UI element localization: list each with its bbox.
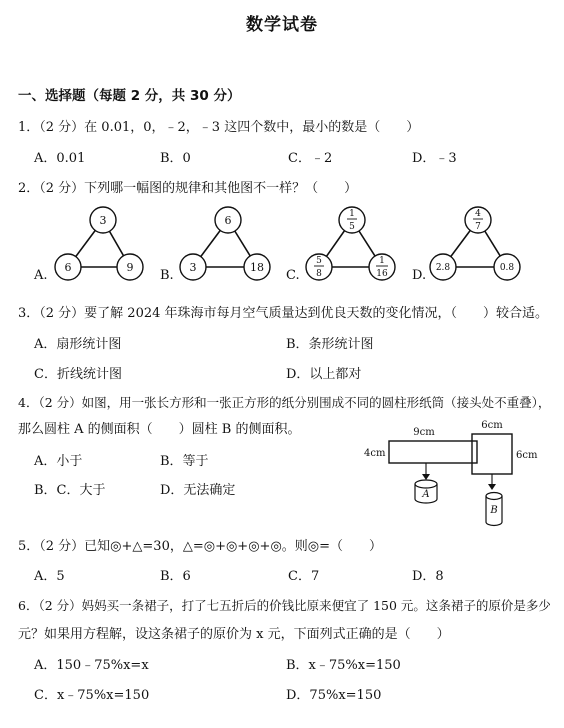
q4-option-a: A．小于 (34, 454, 83, 469)
q6-option-b: B．x﹣75%x=150 (286, 658, 401, 673)
fig-d-top-num: 4 (475, 209, 481, 219)
q4-option-b: B．等于 (160, 454, 209, 469)
q3-option-a: A．扇形统计图 (34, 337, 122, 352)
fig-a-top: 3 (99, 214, 107, 227)
q2-label-c: C. (286, 268, 300, 283)
q5-option-a: A．5 (34, 569, 65, 584)
question-6-stem-line2: 元？如果用方程解，设这条裙子的原价为 x 元，下面列式正确的是（ ） (18, 627, 450, 642)
q3-option-d: D．以上都对 (286, 367, 362, 382)
q5-option-b: B．6 (160, 569, 191, 584)
fig-c-top-den: 5 (349, 222, 355, 232)
square-side-label: 6cm (516, 450, 538, 461)
q2-label-d: D. (412, 268, 427, 283)
cyl-b-label: B (490, 505, 498, 516)
fig-b-right: 18 (250, 261, 264, 274)
section-heading: 一、选择题（每题 2 分，共 30 分） (18, 88, 241, 104)
fig-c-top-num: 1 (349, 209, 355, 219)
fig-b-top: 6 (224, 214, 232, 227)
q2-label-a: A. (34, 268, 48, 283)
fig-c-left-den: 8 (316, 269, 322, 279)
q6-option-d: D．75%x=150 (286, 688, 382, 703)
fig-d-left: 2.8 (435, 263, 451, 273)
fig-a-right: 9 (126, 261, 134, 274)
question-1-stem: 1．（2 分）在 0.01，0，﹣2，﹣3 这四个数中，最小的数是（ ） (18, 120, 420, 135)
question-5-stem: 5．（2 分）已知◎+△=30，△=◎+◎+◎+◎。则◎=（ ） (18, 539, 383, 554)
q3-option-b: B．条形统计图 (286, 337, 374, 352)
q5-option-c: C．7 (288, 569, 320, 584)
q3-option-c: C．折线统计图 (34, 367, 122, 382)
q4-option-d: D．无法确定 (160, 483, 236, 498)
q4-figure (364, 420, 538, 526)
q1-option-d: D．﹣3 (412, 151, 457, 166)
page-title: 数学试卷 (246, 15, 318, 35)
fig-d-right: 0.8 (499, 263, 515, 273)
cyl-a-label: A (422, 489, 430, 500)
square-top-label: 6cm (481, 420, 503, 431)
q2-label-b: B. (160, 268, 174, 283)
question-6-stem-line1: 6．（2 分）妈妈买一条裙子，打了七五折后的价钱比原来便宜了 150 元。这条裙子的原价是多少 (18, 598, 551, 613)
fig-c-right-den: 16 (376, 269, 388, 279)
q6-option-a: A．150﹣75%x=x (34, 658, 149, 673)
question-3-stem: 3．（2 分）要了解 2024 年珠海市每月空气质量达到优良天数的变化情况，（ ）较合适。 (18, 306, 549, 321)
fig-d-top-den: 7 (475, 222, 481, 232)
q6-option-c: C．x﹣75%x=150 (34, 688, 150, 703)
question-4-stem-line2: 那么圆柱 A 的侧面积（ ）圆柱 B 的侧面积。 (18, 422, 301, 437)
question-4-stem-line1: 4．（2 分）如图，用一张长方形和一张正方形的纸分别围成不同的圆柱形纸筒（接头处不重叠）， (18, 395, 551, 410)
rectangle-paper (389, 441, 477, 463)
question-2-stem: 2．（2 分）下列哪一幅图的规律和其他图不一样？（ ） (18, 181, 358, 196)
square-paper (472, 434, 512, 474)
rect-width-label: 9cm (413, 427, 435, 438)
fig-a-left: 6 (64, 261, 72, 274)
q1-option-c: C．﹣2 (288, 151, 333, 166)
fig-b-left: 3 (189, 261, 197, 274)
fig-c-right-num: 1 (379, 256, 385, 266)
q1-option-a: A．0.01 (34, 151, 86, 166)
rect-height-label: 4cm (364, 448, 386, 459)
fig-c-left-num: 5 (316, 256, 322, 266)
q5-option-d: D．8 (412, 569, 444, 584)
q4-option-c: B．C．大于 (34, 483, 106, 498)
q1-option-b: B．0 (160, 151, 191, 166)
